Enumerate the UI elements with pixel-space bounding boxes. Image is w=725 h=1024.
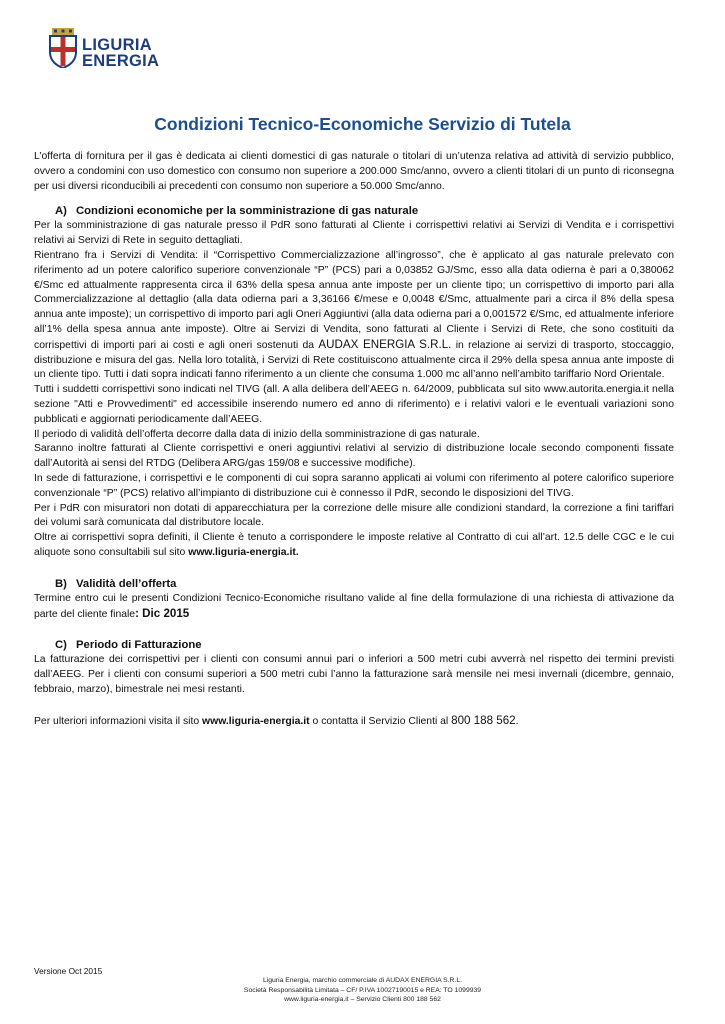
version-label: Versione Oct 2015 [34, 966, 103, 976]
section-a-heading [34, 204, 674, 219]
validity-date: : Dic 2015 [135, 606, 190, 620]
logo-wordmark [82, 37, 159, 69]
section-a-paragraph-8 [34, 531, 674, 561]
section-b-letter: B) [55, 577, 67, 590]
section-c-paragraph: La fatturazione dei corrispettivi per i clienti con consumi annui pari o inferiori a 500 metri cubi avverrà nel rispetto dei termini previsti dall’AEEG. Per i clienti con consumi superiori a 500 metri cubi l’anno la fatturazione sarà mensile nei mesi invernali (dicembre, gennaio, febbraio, marzo), bimestrale nei mesi restanti. [34, 654, 674, 695]
contact-paragraph [34, 714, 674, 730]
section-b-title: Validità dell’offerta [76, 577, 177, 590]
contact-text-cont: o contatta il Servizio Clienti al [309, 715, 452, 727]
company-logo [48, 28, 180, 84]
intro-paragraph: L’offerta di fornitura per il gas è dedicata ai clienti domestici di gas naturale o titolari di un’utenza relativa ad attività di servizio pubblico, ovvero a condomini con uso domestico con consumo non superiore a 200.000 Smc/anno, ovvero a clienti titolari di un punto di riconsegna per usi diversi riconducibili ai precedenti con consumo non superiore a 50.000 Smc/anno. [34, 151, 674, 192]
contact-text: Per ulteriori informazioni visita il sito [34, 715, 203, 727]
website-link[interactable]: www.liguria-energia.it. [188, 546, 299, 558]
page-footer [200, 976, 525, 1005]
page-title: Condizioni Tecnico-Economiche Servizio di Tutela [154, 114, 571, 134]
section-a-title: Condizioni economiche per la somministrazione di gas naturale [76, 205, 419, 218]
logo-line-2: ENERGIA [82, 52, 160, 70]
section-a-letter: A) [55, 205, 67, 218]
footer-line-3: www.liguria-energia.it – Servizio Clienti 800 188 562 [284, 996, 441, 1004]
footer-line-1: Liguria Energia, marchio commerciale di AUDAX ENERGIA S.R.L. [262, 977, 463, 984]
section-a-paragraph-2 [34, 249, 674, 383]
section-c-letter: C) [55, 639, 67, 652]
section-b-heading [34, 577, 674, 592]
section-a-paragraph-2-text: Rientrano fra i Servizi di Vendita: il “Corrispettivo Commercializzazione all’ingrosso”, che è applicato al gas naturale prelevato con riferimento ad un potere calorifico superiore convenzionale “P” (PCS) pari a 0,03852 GJ/Smc, esso alla data odierna è pari a 0,380062 €/Smc ed attualmente rappresenta circa il 63% della spesa annua ante imposte per un cliente tipo; un corrispettivo di importo pari alla Commercializzazione al dettaglio (alla data odierna pari a 3,36166 €/mese e 0,0048 €/Smc, attualmente pari a circa il 8% della spesa annua ante imposte); un corrispettivo di importo pari agli Oneri Aggiuntivi (alla data odierna pari a 0,001572 €/Smc, ed attualmente inferiore all’1% della spesa annua ante imposte). Oltre ai Servizi di Vendita, sono fatturati al Cliente i Servizi di Rete, che sono costituiti da corrispettivi di importi pari ai costi e agli oneri sostenuti da [34, 249, 674, 351]
contact-website-link[interactable]: www.liguria-energia.it [202, 715, 310, 727]
shield-icon [48, 28, 78, 68]
footer-line-2: Società Responsabilità Limitata – CF/ P.IVA 10027190015 e REA: TO 1099939 [243, 986, 482, 994]
section-a-paragraph-6: In sede di fatturazione, i corrispettivi e le componenti di cui sopra saranno applicati ai volumi con riferimento al potere calorifico superiore convenzionale “P” (PCS) relativo all’impianto di distribuzione cui è connesso il PdR, secondo le disposizioni del TIVG. [34, 472, 674, 499]
section-c-heading [34, 638, 674, 653]
document-body [34, 150, 674, 730]
section-b-text: Termine entro cui le presenti Condizioni Tecnico-Economiche risultano valide al fine della formulazione di una richiesta di attivazione da parte del cliente finale [34, 592, 674, 620]
section-a-paragraph-5: Saranno inoltre fatturati al Cliente corrispettivi e oneri aggiuntivi relativi al servizio di distribuzione locale secondo componenti fissate dall’Autorità ai sensi del RTDG (Delibera ARG/gas 159/08 e successive modifiche). [34, 443, 674, 470]
section-a-paragraph-7: Per i PdR con misuratori non dotati di apparecchiatura per la correzione delle misure alle condizioni standard, la correzione a fini tariffari dei volumi sarà comunicata dal distributore locale. [34, 502, 674, 529]
section-a-paragraph-3: Tutti i suddetti corrispettivi sono indicati nel TIVG (all. A alla delibera dell’AEEG n. 64/2009, pubblicata sul sito www.autorita.energia.it nella sezione "Atti e Provvedimenti" ed accessibile inserendo numero ed anno di riferimento) e i relativi valori e le eventuali variazioni sono pubblicati e aggiornati periodicamente dall’AEEG. [34, 384, 674, 425]
logo-line-1: LIGURIA [82, 36, 152, 54]
company-name: AUDAX ENERGIA S.R.L. [318, 337, 452, 351]
section-b-paragraph [34, 592, 674, 623]
contact-phone: 800 188 562 [451, 713, 516, 727]
section-a-paragraph-1: Per la somministrazione di gas naturale presso il PdR sono fatturati al Cliente i corrispettivi relativi ai Servizi di Vendita e i corrispettivi relativi ai Servizi di Rete in seguito dettagliati. [34, 220, 674, 247]
section-a-paragraph-8-text: Oltre ai corrispettivi sopra definiti, il Cliente è tenuto a corrispondere le imposte relative al Contratto di cui all’art. 12.5 delle CGC e le cui aliquote sono consultabili sul sito [34, 532, 674, 558]
contact-text-end: . [515, 715, 519, 727]
section-a-paragraph-4: Il periodo di validità dell’offerta decorre dalla data di inizio della somministrazione di gas naturale. [34, 428, 480, 440]
section-a-paragraph-2-text-cont: in relazione ai servizi di trasporto, stoccaggio, distribuzione e misura del gas. Nella loro totalità, i Servizi di Rete costituiscono attualmente circa il 29% della spesa annua ante imposte di un cliente tipo. Tutti i dati sopra indicati fanno riferimento a un cliente che consuma 1.000 mc all’anno nell’ambito tariffario Nord Orientale. [34, 339, 675, 381]
section-c-title: Periodo di Fatturazione [76, 639, 202, 652]
